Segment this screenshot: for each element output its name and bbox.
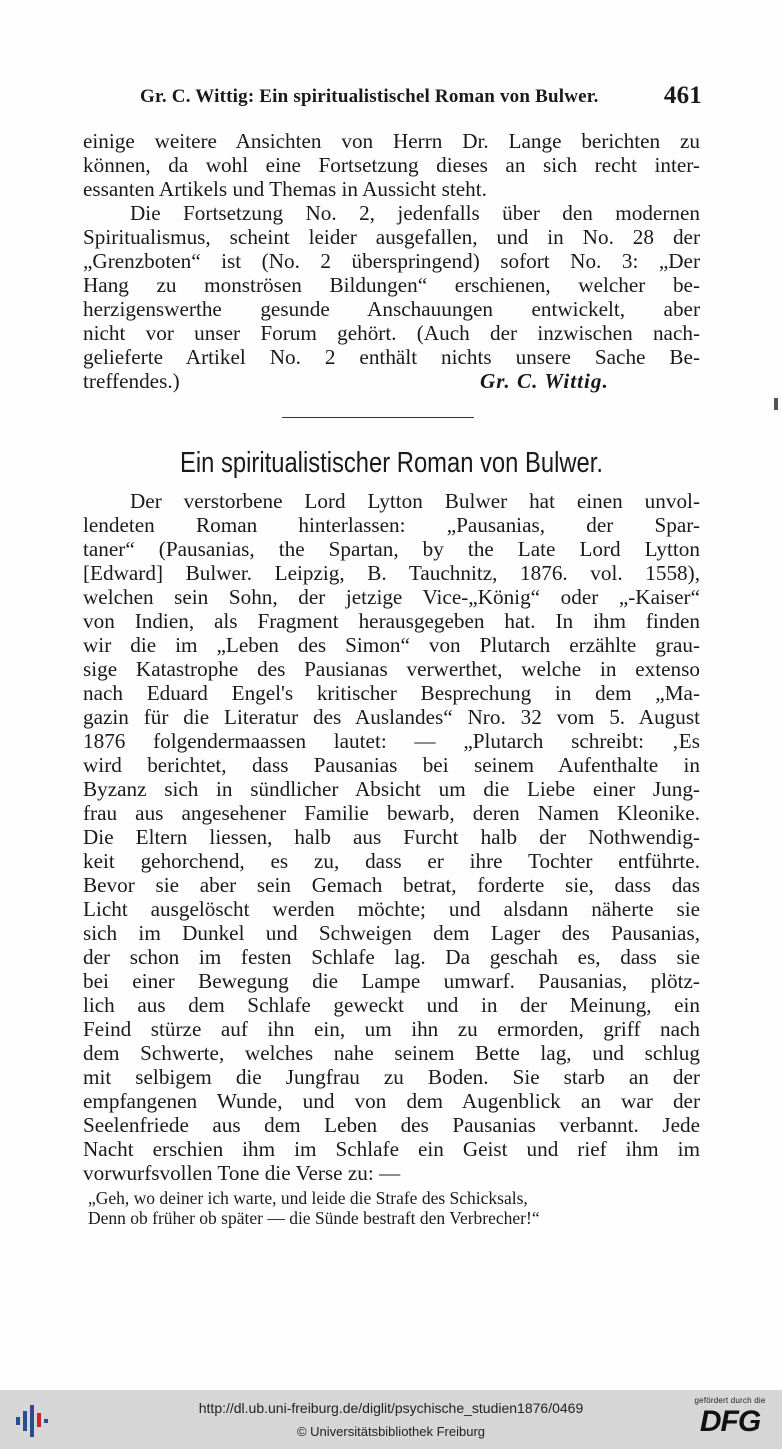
intro-line: nicht vor unser Forum gehört. (Auch der inzwischen nach- — [83, 321, 700, 345]
page-number: 461 — [663, 82, 702, 109]
body-line: lich aus dem Schlafe geweckt und in der Meinung, ein — [83, 993, 700, 1017]
intro-line: treffendes.) — [83, 369, 180, 393]
body-line: wird berichtet, dass Pausanias bei seinem Aufenthalte in — [83, 753, 700, 777]
intro-line: essanten Artikels und Themas in Aussicht steht. — [83, 177, 487, 201]
body-line: wir die im „Leben des Simon“ von Plutarch erzählte grau- — [83, 633, 700, 657]
dfg-logo — [688, 1396, 772, 1444]
body-line: gazin für die Literatur des Auslandes“ Nro. 32 vom 5. August — [83, 705, 700, 729]
body-line: sige Katastrophe des Pausianas verwerthet, welche in extenso — [83, 657, 700, 681]
body-line: 1876 folgendermaassen lautet: — „Plutarch schreibt: ‚Es — [83, 729, 700, 753]
body-line: lendeten Roman hinterlassen: „Pausanias, der Spar- — [83, 513, 700, 537]
body-line: Der verstorbene Lord Lytton Bulwer hat einen unvol- — [130, 489, 700, 513]
body-line: Seelenfriede aus dem Leben des Pausanias verbannt. Jede — [83, 1113, 700, 1137]
intro-line: Hang zu monströsen Bildungen“ erschienen, welcher be- — [83, 273, 700, 297]
body-line: Licht ausgelöscht werden möchte; und alsdann näherte sie — [83, 897, 700, 921]
intro-line: Spiritualismus, scheint leider ausgefallen, und in No. 28 der — [83, 225, 700, 249]
article-heading: Ein spiritualistischer Roman von Bulwer. — [180, 447, 603, 479]
section-divider — [282, 417, 474, 418]
source-url-link[interactable]: http://dl.ub.uni-freiburg.de/diglit/psychische_studien1876/0469 — [198, 1400, 584, 1416]
body-line: empfangenen Wunde, und von dem Augenblick an war der — [83, 1089, 700, 1113]
body-line: der schon im festen Schlafe lag. Da geschah es, dass sie — [83, 945, 700, 969]
dfg-logo-text: DFG — [699, 1405, 761, 1438]
verse-line: „Geh, wo deiner ich warte, und leide die Strafe des Schicksals, — [88, 1188, 528, 1208]
footer-bar — [0, 1390, 782, 1449]
intro-line: können, da wohl eine Fortsetzung dieses an sich recht inter- — [83, 153, 700, 177]
intro-line: Die Fortsetzung No. 2, jedenfalls über den modernen — [130, 201, 700, 225]
body-line: [Edward] Bulwer. Leipzig, B. Tauchnitz, 1876. vol. 1558), — [83, 561, 700, 585]
body-line: dem Schwerte, welches nahe seinem Bette lag, und schlug — [83, 1041, 700, 1065]
intro-line: gelieferte Artikel No. 2 enthält nichts unsere Sache Be- — [83, 345, 700, 369]
body-line: bei einer Bewegung die Lampe umwarf. Pausanias, plötz- — [83, 969, 700, 993]
body-line: welchen sein Sohn, der jetzige Vice-„König“ oder „-Kaiser“ — [83, 585, 700, 609]
body-line: von Indien, als Fragment herausgegeben hat. In ihm finden — [83, 609, 700, 633]
copyright-notice: © Universitätsbibliothek Freiburg — [296, 1424, 486, 1439]
body-line: nach Eduard Engel's kritischer Besprechung in dem „Ma- — [83, 681, 700, 705]
body-line: Byzanz sich in sündlicher Absicht um die Liebe einer Jung- — [83, 777, 700, 801]
body-line: keit gehorchend, es zu, dass er ihre Tochter entführte. — [83, 849, 700, 873]
body-line: vorwurfsvollen Tone die Verse zu: — — [83, 1161, 401, 1185]
body-line: frau aus angesehener Familie bewarb, deren Namen Kleonike. — [83, 801, 700, 825]
body-line: taner“ (Pausanias, the Spartan, by the Late Lord Lytton — [83, 537, 700, 561]
body-line: Die Eltern liessen, halb aus Furcht halb der Nothwendig- — [83, 825, 700, 849]
scan-edge-mark — [774, 398, 778, 410]
dfg-funding-text: gefördert durch die — [694, 1396, 766, 1405]
running-header — [82, 82, 702, 112]
verse-line: Denn ob früher ob später — die Sünde bestraft den Verbrecher!“ — [88, 1208, 540, 1228]
body-line: mit selbigem die Jungfrau zu Boden. Sie starb an der — [83, 1065, 700, 1089]
body-line: Feind stürze auf ihn ein, um ihn zu ermorden, griff nach — [83, 1017, 700, 1041]
body-line: Nacht erschien ihm im Schlafe ein Geist und rief ihm im — [83, 1137, 700, 1161]
intro-line: herzigenswerthe gesunde Anschauungen entwickelt, aber — [83, 297, 700, 321]
body-line: sich im Dunkel und Schweigen dem Lager des Pausanias, — [83, 921, 700, 945]
body-line: Bevor sie aber sein Gemach betrat, forderte sie, dass das — [83, 873, 700, 897]
running-title: Gr. C. Wittig: Ein spiritualistischel Roman von Bulwer. — [140, 86, 599, 107]
intro-line: einige weitere Ansichten von Herrn Dr. Lange berichten zu — [83, 129, 700, 153]
author-signature: Gr. C. Wittig. — [480, 369, 609, 393]
intro-line: „Grenzboten“ ist (No. 2 überspringend) sofort No. 3: „Der — [83, 249, 700, 273]
